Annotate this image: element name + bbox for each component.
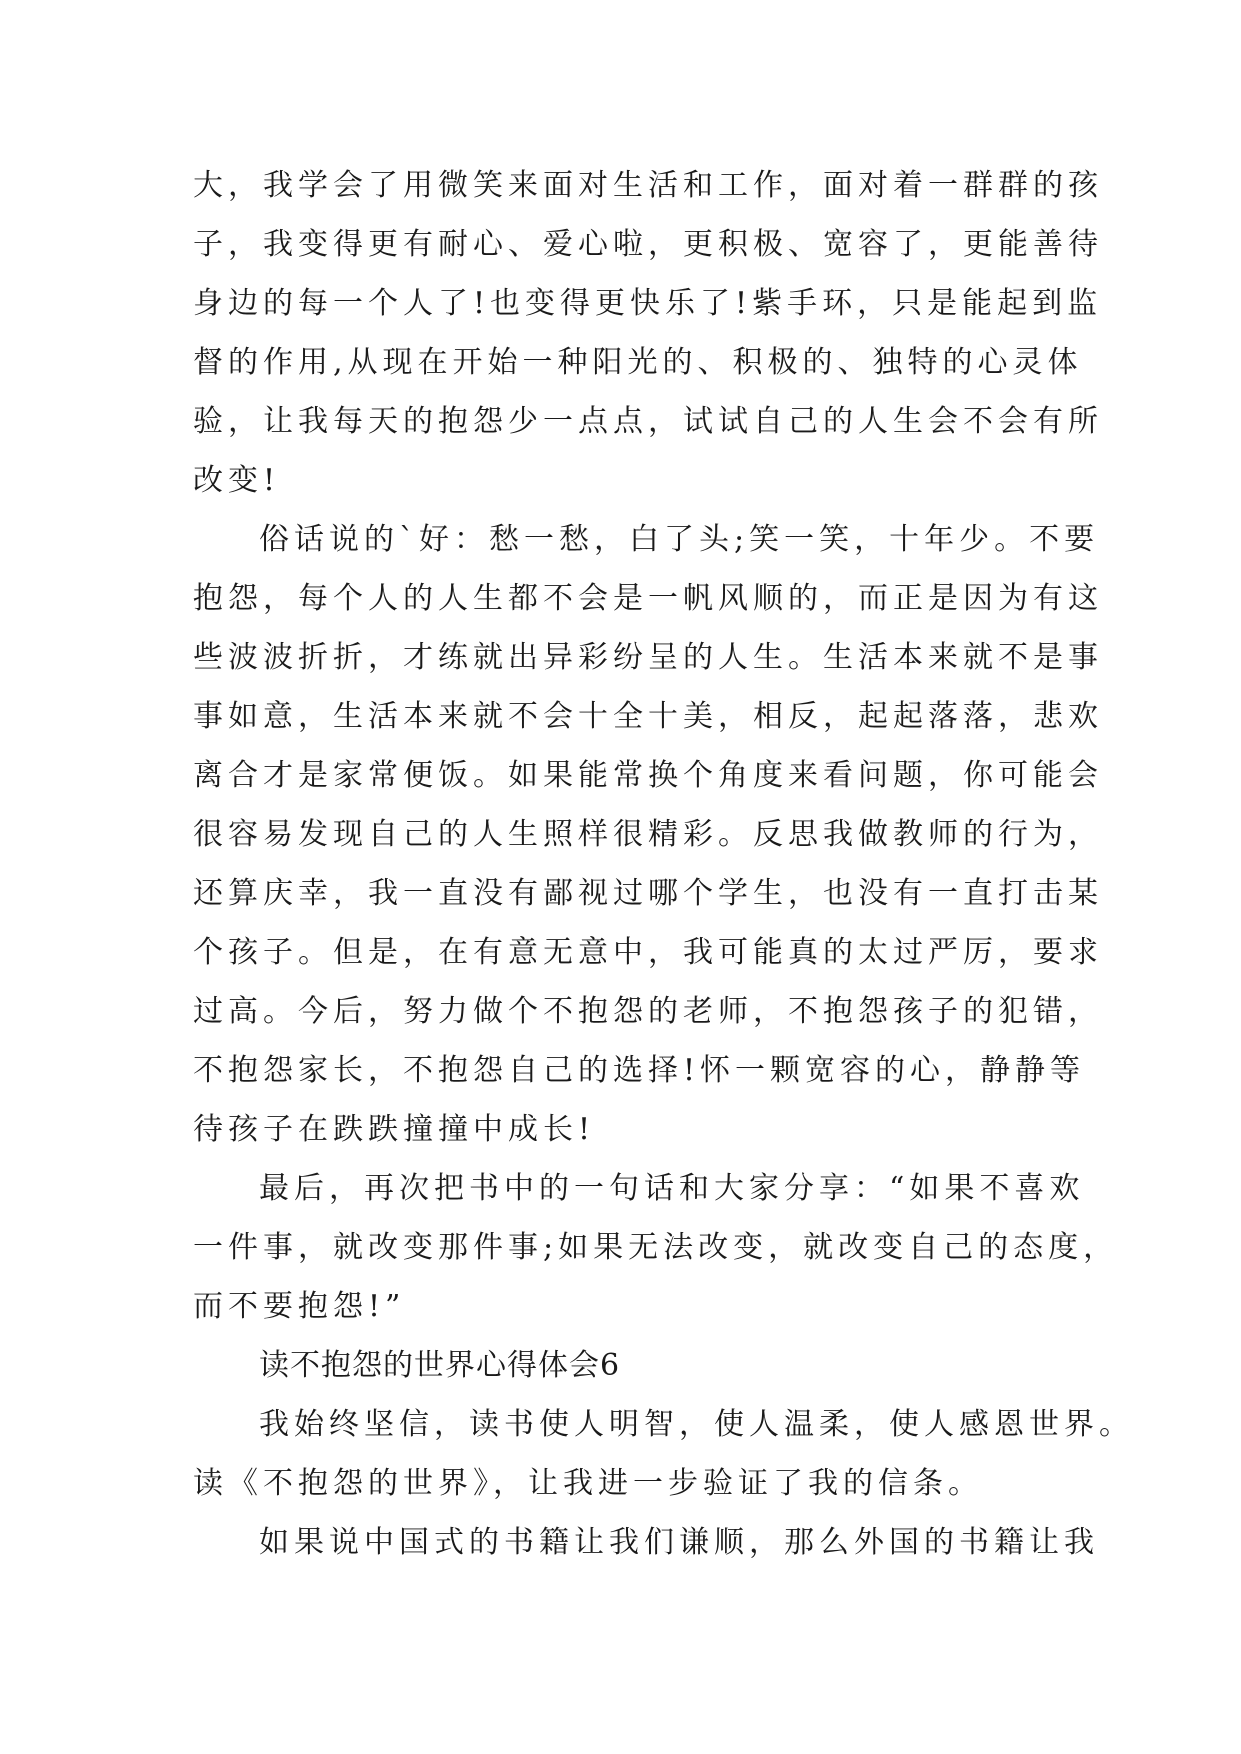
paragraph-line: 俗话说的`好：愁一愁，白了头;笑一笑，十年少。不要 (259, 522, 1100, 557)
paragraph (193, 1395, 1134, 1513)
paragraph-line: 读《不抱怨的世界》，让我进一步验证了我的信条。 (193, 1466, 983, 1501)
paragraph (193, 1513, 1099, 1572)
paragraph-line: 些波波折折，才练就出异彩纷呈的人生。生活本来就不是事 (193, 640, 1103, 675)
paragraph (193, 1159, 1119, 1336)
paragraph-line: 很容易发现自己的人生照样很精彩。反思我做教师的行为， (193, 817, 1103, 852)
paragraph-line: 最后，再次把书中的一句话和大家分享：“如果不喜欢 (259, 1171, 1085, 1206)
paragraph-line: 我始终坚信，读书使人明智，使人温柔，使人感恩世界。 (259, 1407, 1134, 1442)
paragraph (193, 156, 1103, 510)
paragraph-line: 而不要抱怨!” (193, 1289, 406, 1324)
paragraph-line: 抱怨，每个人的人生都不会是一帆风顺的，而正是因为有这 (193, 581, 1103, 616)
paragraph-line: 不抱怨家长，不抱怨自己的选择!怀一颗宽容的心，静静等 (193, 1053, 1086, 1088)
paragraph-line: 一件事，就改变那件事;如果无法改变，就改变自己的态度， (193, 1230, 1119, 1265)
paragraph-line: 督的作用,从现在开始一种阳光的、积极的、独特的心灵体 (193, 345, 1083, 380)
paragraph-line: 待孩子在跌跌撞撞中成长! (193, 1112, 596, 1147)
paragraph-line: 改变! (193, 463, 281, 498)
section-heading (193, 1336, 1073, 1395)
paragraph-line: 身边的每一个人了!也变得更快乐了!紫手环，只是能起到监 (193, 286, 1103, 321)
paragraph-line: 如果说中国式的书籍让我们谦顺，那么外国的书籍让我 (259, 1525, 1099, 1560)
paragraph (193, 510, 1103, 1159)
paragraph-line: 大，我学会了用微笑来面对生活和工作，面对着一群群的孩 (193, 168, 1103, 203)
paragraph-line: 子，我变得更有耐心、爱心啦，更积极、宽容了，更能善待 (193, 227, 1103, 262)
paragraph-line: 个孩子。但是，在有意无意中，我可能真的太过严厉，要求 (193, 935, 1103, 970)
document-body (193, 156, 1134, 1572)
paragraph-line: 离合才是家常便饭。如果能常换个角度来看问题，你可能会 (193, 758, 1103, 793)
paragraph-line: 验，让我每天的抱怨少一点点，试试自己的人生会不会有所 (193, 404, 1103, 439)
section-heading-text: 读不抱怨的世界心得体会6 (259, 1348, 621, 1383)
paragraph-line: 过高。今后，努力做个不抱怨的老师，不抱怨孩子的犯错， (193, 994, 1103, 1029)
paragraph-line: 还算庆幸，我一直没有鄙视过哪个学生，也没有一直打击某 (193, 876, 1103, 911)
paragraph-line: 事如意，生活本来就不会十全十美，相反，起起落落，悲欢 (193, 699, 1103, 734)
